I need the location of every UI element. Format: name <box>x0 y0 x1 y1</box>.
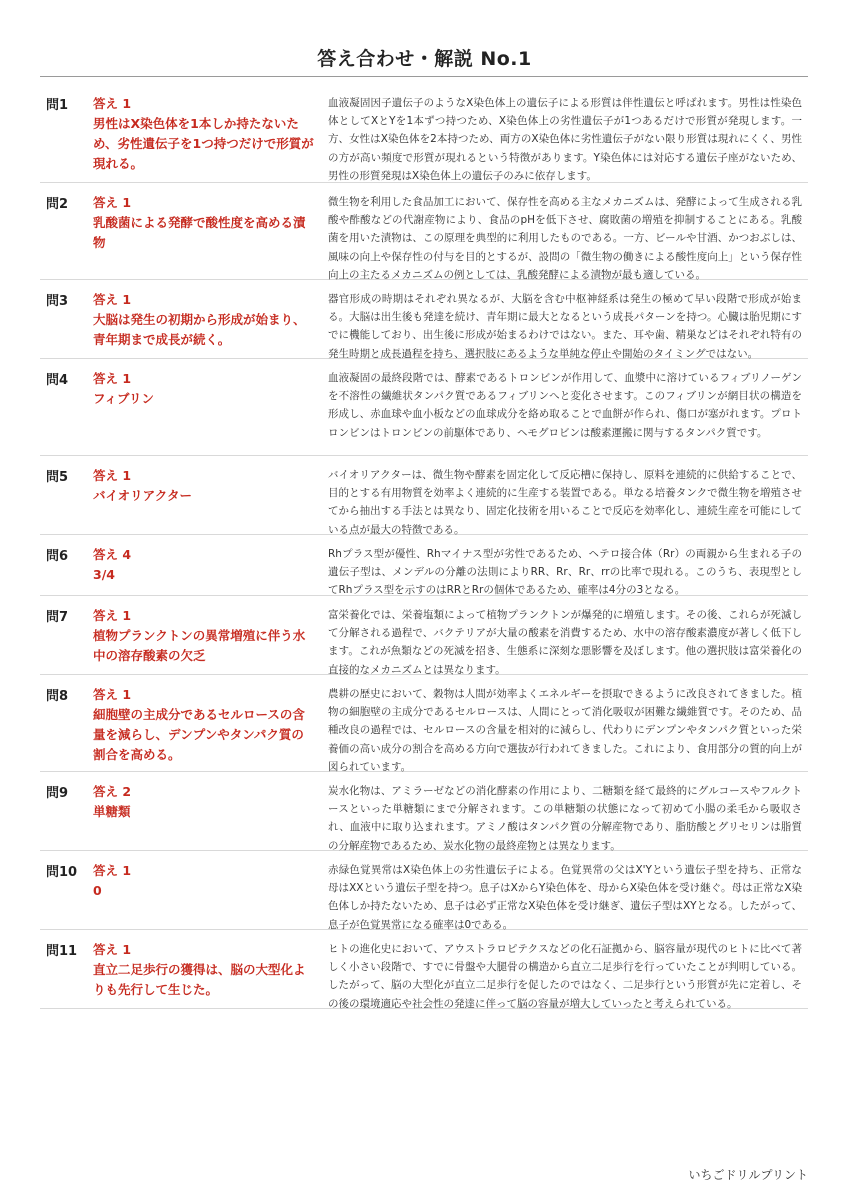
answer-block <box>93 940 315 1000</box>
answer-label: 答え 2 <box>93 784 132 799</box>
answer-label: 答え 1 <box>93 687 132 702</box>
answer-text: フィブリン <box>93 391 155 406</box>
answer-text: 男性はX染色体を1本しか持たないため、劣性遺伝子を1つ持つだけで形質が現れる。 <box>93 116 314 171</box>
answer-block <box>93 466 315 506</box>
answer-row-8 <box>40 675 808 772</box>
answer-label: 答え 1 <box>93 863 132 878</box>
explanation-text: 血液凝固因子遺伝子のようなX染色体上の遺伝子による形質は伴性遺伝と呼ばれます。男性は性染色体としてXとYを1本ずつ持つため、X染色体上の劣性遺伝子が1つあるだけで形質が発現します。一方、女性はX染色体を2本持つため、両方のX染色体に劣性遺伝子がない限り形質は現れにくく、男性の方が高い頻度で形質が現れるという特徴があります。Y染色体には対応する遺伝子座がないため、男性の形質発現はX染色体上の遺伝子のみに依存します。 <box>328 97 802 182</box>
explanation-text: 農耕の歴史において、穀物は人間が効率よくエネルギーを摂取できるように改良されてきました。植物の細胞壁の主成分であるセルロースは、人間にとって消化吸収が困難な繊維質です。そのため、品種改良の過程では、セルロースの含量を相対的に減らし、代わりにデンプンやタンパク質といった栄養価の高い成分の割合を高める方向で選抜が行われてきました。これにより、食用部分の質的向上が図られています。 <box>328 688 802 773</box>
explanation-text: 炭水化物は、アミラーゼなどの消化酵素の作用により、二糖類を経て最終的にグルコースやフルクトースといった単糖類にまで分解されます。この単糖類の状態になって初めて小腸の柔毛から吸収され、血液中に取り込まれます。アミノ酸はタンパク質の分解産物であり、脂肪酸とグリセリンは脂質の分解産物であるため、炭水化物の最終産物とは異なります。 <box>328 785 802 852</box>
answer-text: 0 <box>93 883 102 898</box>
answer-label: 答え 1 <box>93 292 132 307</box>
explanation-text: Rhプラス型が優性、Rhマイナス型が劣性であるため、ヘテロ接合体（Rr）の両親から生まれる子の遺伝子型は、メンデルの分離の法則によりRR、Rr、Rr、rrの比率で現れる。このうち、表現型としてRhプラス型を示すのはRRとRrの個体であるため、確率は4分の3となる。 <box>328 548 802 597</box>
answer-row-6 <box>40 535 808 596</box>
answer-row-4 <box>40 359 808 456</box>
question-number: 問6 <box>46 549 69 564</box>
answer-text: 大脳は発生の初期から形成が始まり、青年期まで成長が続く。 <box>93 312 306 347</box>
explanation-text: 血液凝固の最終段階では、酵素であるトロンビンが作用して、血漿中に溶けているフィブリノーゲンを不溶性の繊維状タンパク質であるフィブリンへと変化させます。このフィブリンが網目状の構造を形成し、赤血球や血小板などの血球成分を絡め取ることで血餅が作られ、傷口が塞がれます。プロトロンビンはトロンビンの前駆体であり、ヘモグロビンは酸素運搬に関与するタンパク質です。 <box>328 372 802 439</box>
answer-text: 植物プランクトンの異常増殖に伴う水中の溶存酸素の欠乏 <box>93 628 306 663</box>
title-divider <box>40 76 808 77</box>
answer-text: 直立二足歩行の獲得は、脳の大型化よりも先行して生じた。 <box>93 962 306 997</box>
answer-text: 細胞壁の主成分であるセルロースの含量を減らし、デンプンやタンパク質の割合を高める。 <box>93 707 305 762</box>
answer-text: 単糖類 <box>93 804 131 819</box>
question-number: 問3 <box>46 294 69 309</box>
explanation-text: 赤緑色覚異常はX染色体上の劣性遺伝子による。色覚異常の父はX'Yという遺伝子型を持ち、正常な母はXXという遺伝子型を持つ。息子はXからY染色体を、母からX染色体を受け継ぐ。母は正常なX染色体しか持たないため、息子は必ず正常なX染色体を受け継ぎ、遺伝子型はXYとなる。したがって、息子が色覚異常になる確率は0である。 <box>328 864 802 931</box>
answer-row-9 <box>40 772 808 851</box>
answer-row-7 <box>40 596 808 675</box>
answer-block <box>93 685 315 765</box>
answer-text: 3/4 <box>93 567 115 582</box>
answer-block <box>93 369 315 409</box>
answer-row-5 <box>40 456 808 535</box>
question-number: 問1 <box>46 98 69 113</box>
answer-label: 答え 1 <box>93 195 132 210</box>
question-number: 問9 <box>46 786 69 801</box>
question-number: 問10 <box>46 865 78 880</box>
explanation-text: 微生物を利用した食品加工において、保存性を高める主なメカニズムは、発酵によって生成される乳酸や酢酸などの代謝産物により、食品のpHを低下させ、腐敗菌の増殖を抑制することにある。乳酸菌を用いた漬物は、この原理を典型的に利用したものである。一方、ビールや甘酒、かつおぶしは、風味の向上や保存性の付与を目的とするが、設問の「微生物の働きによる酸性度向上」という保存性向上の主たるメカニズムの例としては、乳酸発酵による漬物が最も適している。 <box>328 196 802 281</box>
answer-label: 答え 1 <box>93 468 132 483</box>
answer-block <box>93 193 315 253</box>
answer-block <box>93 290 315 350</box>
answer-block <box>93 782 315 822</box>
answer-block <box>93 94 315 174</box>
explanation-text: 富栄養化では、栄養塩類によって植物プランクトンが爆発的に増殖します。その後、これらが死滅して分解される過程で、バクテリアが大量の酸素を消費するため、水中の溶存酸素濃度が著しく低下します。これが魚類などの死滅を招き、生態系に深刻な悪影響を及ぼします。他の選択肢は富栄養化の直接的なメカニズムとは異なります。 <box>328 609 802 676</box>
question-number: 問4 <box>46 373 69 388</box>
answer-table <box>40 84 808 1009</box>
explanation-text: ヒトの進化史において、アウストラロピテクスなどの化石証拠から、脳容量が現代のヒトに比べて著しく小さい段階で、すでに骨盤や大腿骨の構造から直立二足歩行を行っていたことが判明している。したがって、脳の大型化が直立二足歩行を促したのではなく、二足歩行という形質が先に定着し、その後の環境適応や社会性の発達に伴って脳の容量が増大していったと考えられている。 <box>328 943 802 1010</box>
answer-text: バイオリアクター <box>93 488 193 503</box>
answer-text: 乳酸菌による発酵で酸性度を高める漬物 <box>93 215 306 250</box>
question-number: 問8 <box>46 689 69 704</box>
answer-label: 答え 1 <box>93 942 132 957</box>
answer-row-11 <box>40 930 808 1009</box>
answer-block <box>93 606 315 666</box>
answer-label: 答え 4 <box>93 547 132 562</box>
question-number: 問11 <box>46 944 78 959</box>
explanation-text: バイオリアクターは、微生物や酵素を固定化して反応槽に保持し、原料を連続的に供給することで、目的とする有用物質を効率よく連続的に生産する装置である。単なる培養タンクで微生物を増殖させてから抽出する手法とは異なり、固定化技術を用いることで反応を効率化し、連続生産を可能にしている点が最大の特徴である。 <box>328 469 802 536</box>
question-number: 問7 <box>46 610 69 625</box>
question-number: 問2 <box>46 197 69 212</box>
footer-brand: いちごドリルプリント <box>688 1168 808 1182</box>
answer-block <box>93 545 315 585</box>
answer-row-2 <box>40 183 808 280</box>
answer-row-1 <box>40 84 808 183</box>
answer-label: 答え 1 <box>93 96 132 111</box>
question-number: 問5 <box>46 470 69 485</box>
answer-row-3 <box>40 280 808 359</box>
explanation-text: 器官形成の時期はそれぞれ異なるが、大脳を含む中枢神経系は発生の極めて早い段階で形成が始まる。大脳は出生後も発達を続け、青年期に最大となるという成長パターンを持つ。心臓は胎児期にすでに機能しており、出生後に形成が始まるわけではない。また、耳や歯、精巣などはそれぞれ特有の発生時期と成長過程を持ち、選択肢にあるような単純な停止や開始のタイミングではない。 <box>328 293 802 360</box>
page-title: 答え合わせ・解説 No.1 <box>317 48 532 70</box>
answer-row-10 <box>40 851 808 930</box>
answer-label: 答え 1 <box>93 608 132 623</box>
answer-block <box>93 861 315 901</box>
answer-label: 答え 1 <box>93 371 132 386</box>
